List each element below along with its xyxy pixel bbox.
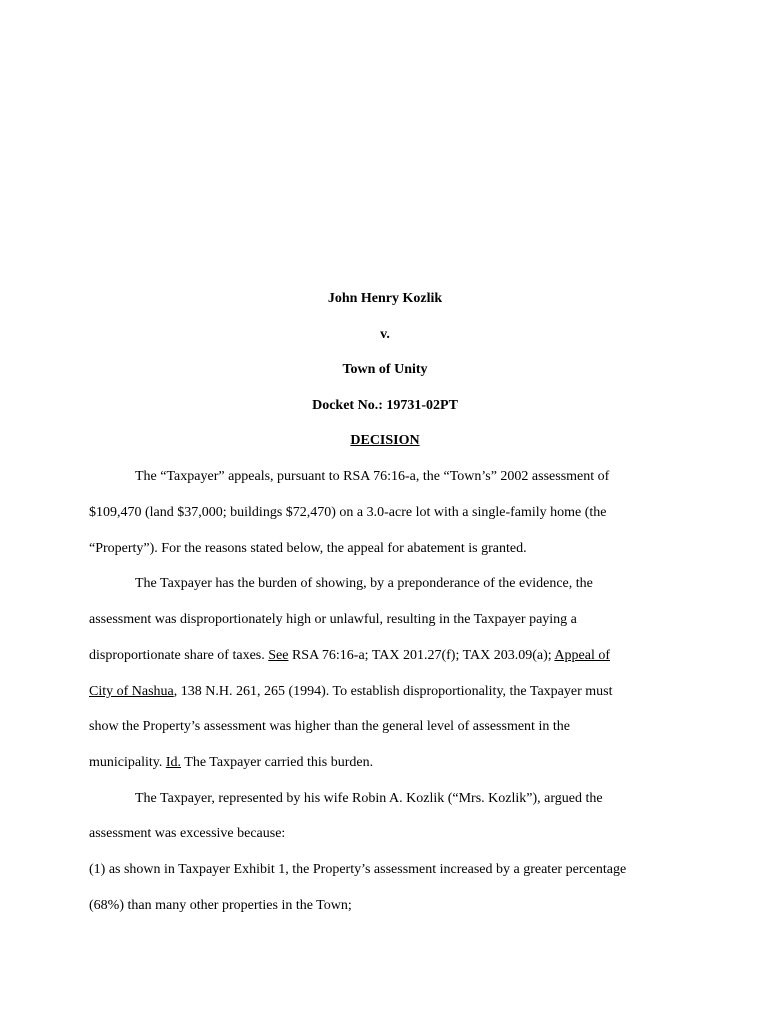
body-line: show the Property’s assessment was higher than the general level of assessment in the (89, 719, 570, 734)
body-line: disproportionate share of taxes. See RSA 76:16-a; TAX 201.27(f); TAX 203.09(a); Appeal of (89, 648, 610, 663)
body-line: assessment was excessive because: (89, 826, 286, 841)
citation-see: See (268, 648, 289, 663)
respondent-name: Town of Unity (342, 362, 428, 377)
body-line: The Taxpayer, represented by his wife Robin A. Kozlik (“Mrs. Kozlik”), argued the (135, 791, 603, 806)
body-line: assessment was disproportionately high or unlawful, resulting in the Taxpayer paying a (89, 612, 577, 627)
body-line: (68%) than many other properties in the Town; (89, 898, 352, 913)
citation-appeal-of: Appeal of (554, 648, 610, 663)
body-line: municipality. Id. The Taxpayer carried this burden. (89, 755, 374, 770)
decision-heading: DECISION (350, 433, 420, 448)
docket-number: Docket No.: 19731-02PT (312, 398, 458, 413)
case-title: John Henry Kozlik (327, 291, 443, 306)
citation-id: Id. (165, 755, 182, 770)
body-line: The “Taxpayer” appeals, pursuant to RSA 76:16-a, the “Town’s” 2002 assessment of (135, 469, 610, 484)
body-line: (1) as shown in Taxpayer Exhibit 1, the Property’s assessment increased by a greater percentage (89, 862, 627, 877)
body-line: $109,470 (land $37,000; buildings $72,470) on a 3.0-acre lot with a single-family home (the (89, 505, 607, 520)
citation-city-of-nashua: City of Nashua (89, 684, 174, 699)
body-line: City of Nashua, 138 N.H. 261, 265 (1994). To establish disproportionality, the Taxpayer must (89, 684, 613, 699)
body-line: “Property”). For the reasons stated below, the appeal for abatement is granted. (89, 541, 527, 556)
body-line: The Taxpayer has the burden of showing, by a preponderance of the evidence, the (135, 576, 593, 591)
versus-label: v. (380, 327, 390, 342)
